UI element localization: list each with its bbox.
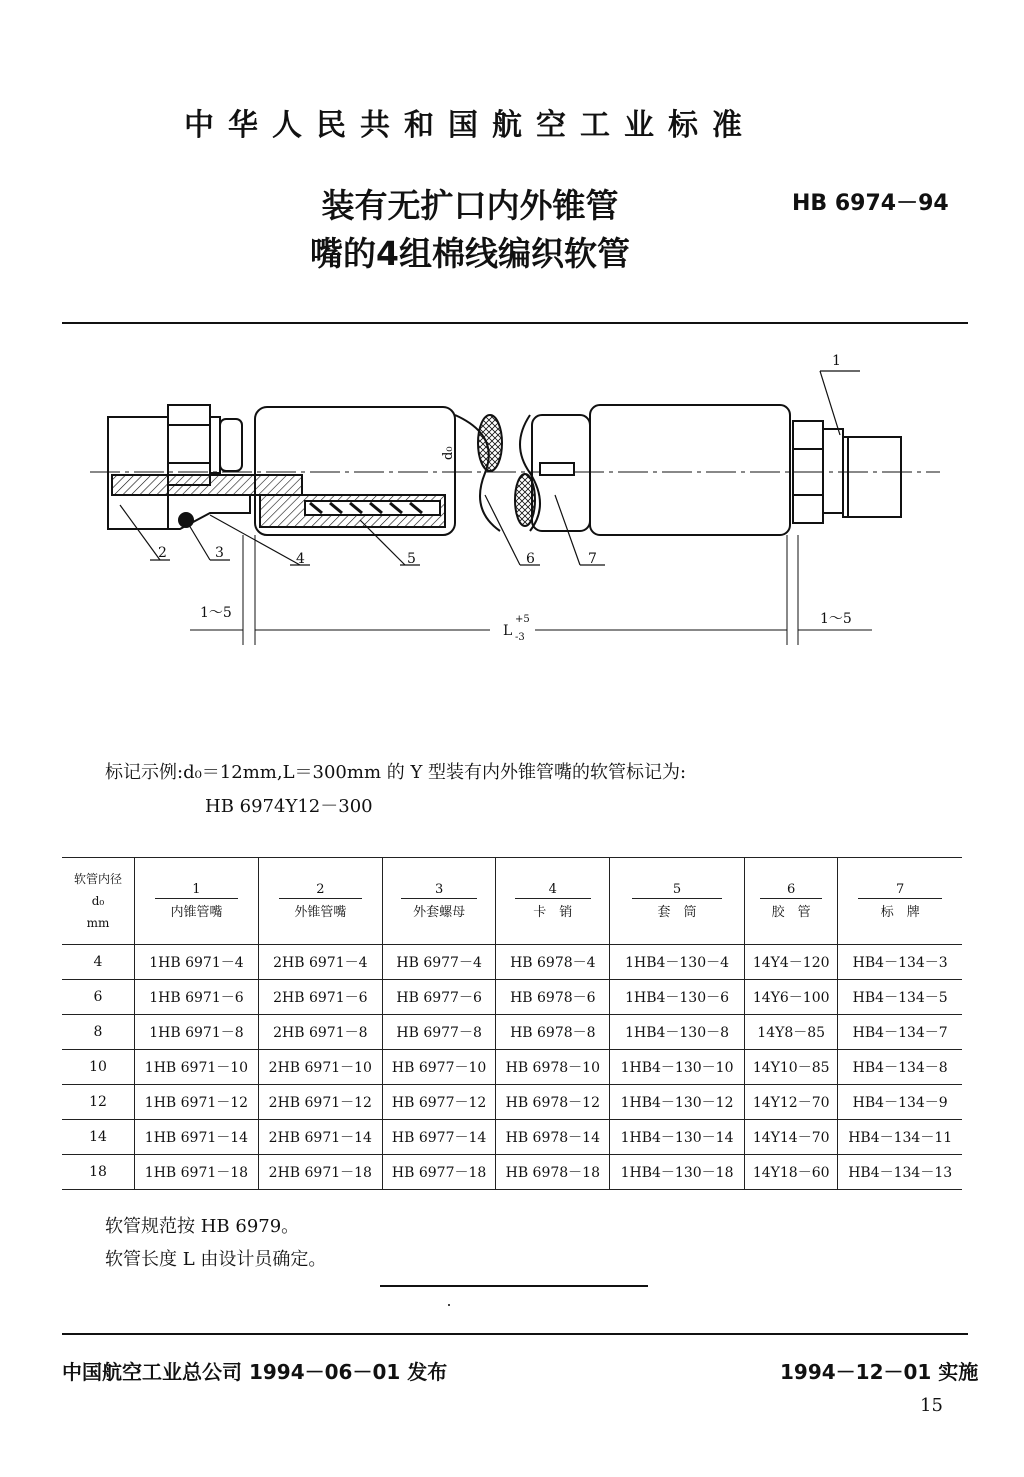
header-part-5: 5 套 筒 xyxy=(610,858,745,945)
hose-assembly-drawing xyxy=(60,345,970,665)
title-divider xyxy=(62,322,968,324)
standard-header: 中华人民共和国航空工业标准 xyxy=(184,108,756,143)
marking-code: HB 6974Y12－300 xyxy=(205,796,373,817)
note-hose-length: 软管长度 L 由设计员确定。 xyxy=(105,1249,327,1270)
dot-mark xyxy=(448,1304,450,1306)
page-number: 15 xyxy=(920,1395,943,1416)
end-rule xyxy=(380,1285,648,1287)
header-part-2: 2 外锥管嘴 xyxy=(258,858,382,945)
part-label-1: 1 xyxy=(832,353,841,369)
table-header-row xyxy=(62,858,962,945)
header-hose-diameter: 软管内径 d₀ mm xyxy=(62,858,135,945)
header-part-4: 4 卡 销 xyxy=(496,858,610,945)
effective-date: 1994－12－01 实施 xyxy=(780,1360,979,1384)
table-row: 8 1HB 6971－8 2HB 6971－8 HB 6977－8 HB 6978－8 1HB4－130－8 14Y8－85 HB4－134－7 xyxy=(62,1015,962,1050)
part-label-2: 2 xyxy=(158,545,167,561)
table-row: 18 1HB 6971－18 2HB 6971－18 HB 6977－18 HB 6978－18 1HB4－130－18 14Y18－60 HB4－134－13 xyxy=(62,1155,962,1190)
marking-example: 标记示例:d₀＝12mm,L＝300mm 的 Y 型装有内外锥管嘴的软管标记为: xyxy=(105,762,687,783)
part-label-6: 6 xyxy=(526,551,535,567)
part-label-5: 5 xyxy=(407,551,416,567)
dim-length-label: L xyxy=(503,623,513,639)
dim-left-gap: 1～5 xyxy=(200,605,232,621)
parts-table xyxy=(62,857,962,1190)
part-label-3: 3 xyxy=(215,545,224,561)
header-part-6: 6 胶 管 xyxy=(744,858,837,945)
table-row: 12 1HB 6971－12 2HB 6971－12 HB 6977－12 HB 6978－12 1HB4－130－12 14Y12－70 HB4－134－9 xyxy=(62,1085,962,1120)
table-row: 6 1HB 6971－6 2HB 6971－6 HB 6977－6 HB 6978－6 1HB4－130－6 14Y6－100 HB4－134－5 xyxy=(62,980,962,1015)
standard-title-line-1: 装有无扩口内外锥管 xyxy=(321,186,619,225)
dim-right-gap: 1～5 xyxy=(820,611,852,627)
header-part-3: 3 外套螺母 xyxy=(382,858,496,945)
note-hose-spec: 软管规范按 HB 6979。 xyxy=(105,1216,300,1237)
issue-date: 中国航空工业总公司 1994－06－01 发布 xyxy=(62,1360,448,1384)
standard-number: HB 6974－94 xyxy=(792,191,949,216)
footer-divider xyxy=(62,1333,968,1335)
standard-title-line-2: 嘴的4组棉线编织软管 xyxy=(310,234,630,273)
header-part-1: 1 内锥管嘴 xyxy=(135,858,259,945)
header-part-7: 7 标 牌 xyxy=(838,858,962,945)
table-row: 4 1HB 6971－4 2HB 6971－4 HB 6977－4 HB 6978－4 1HB4－130－4 14Y4－120 HB4－134－3 xyxy=(62,945,962,980)
table-row: 10 1HB 6971－10 2HB 6971－10 HB 6977－10 HB 6978－10 1HB4－130－10 14Y10－85 HB4－134－8 xyxy=(62,1050,962,1085)
dim-tol-plus: +5 xyxy=(515,614,530,625)
table-row: 14 1HB 6971－14 2HB 6971－14 HB 6977－14 HB 6978－14 1HB4－130－14 14Y14－70 HB4－134－11 xyxy=(62,1120,962,1155)
dim-tol-minus: -3 xyxy=(515,632,525,643)
part-label-7: 7 xyxy=(588,551,597,567)
part-label-4: 4 xyxy=(296,551,305,567)
diameter-label: d₀ xyxy=(441,446,456,460)
